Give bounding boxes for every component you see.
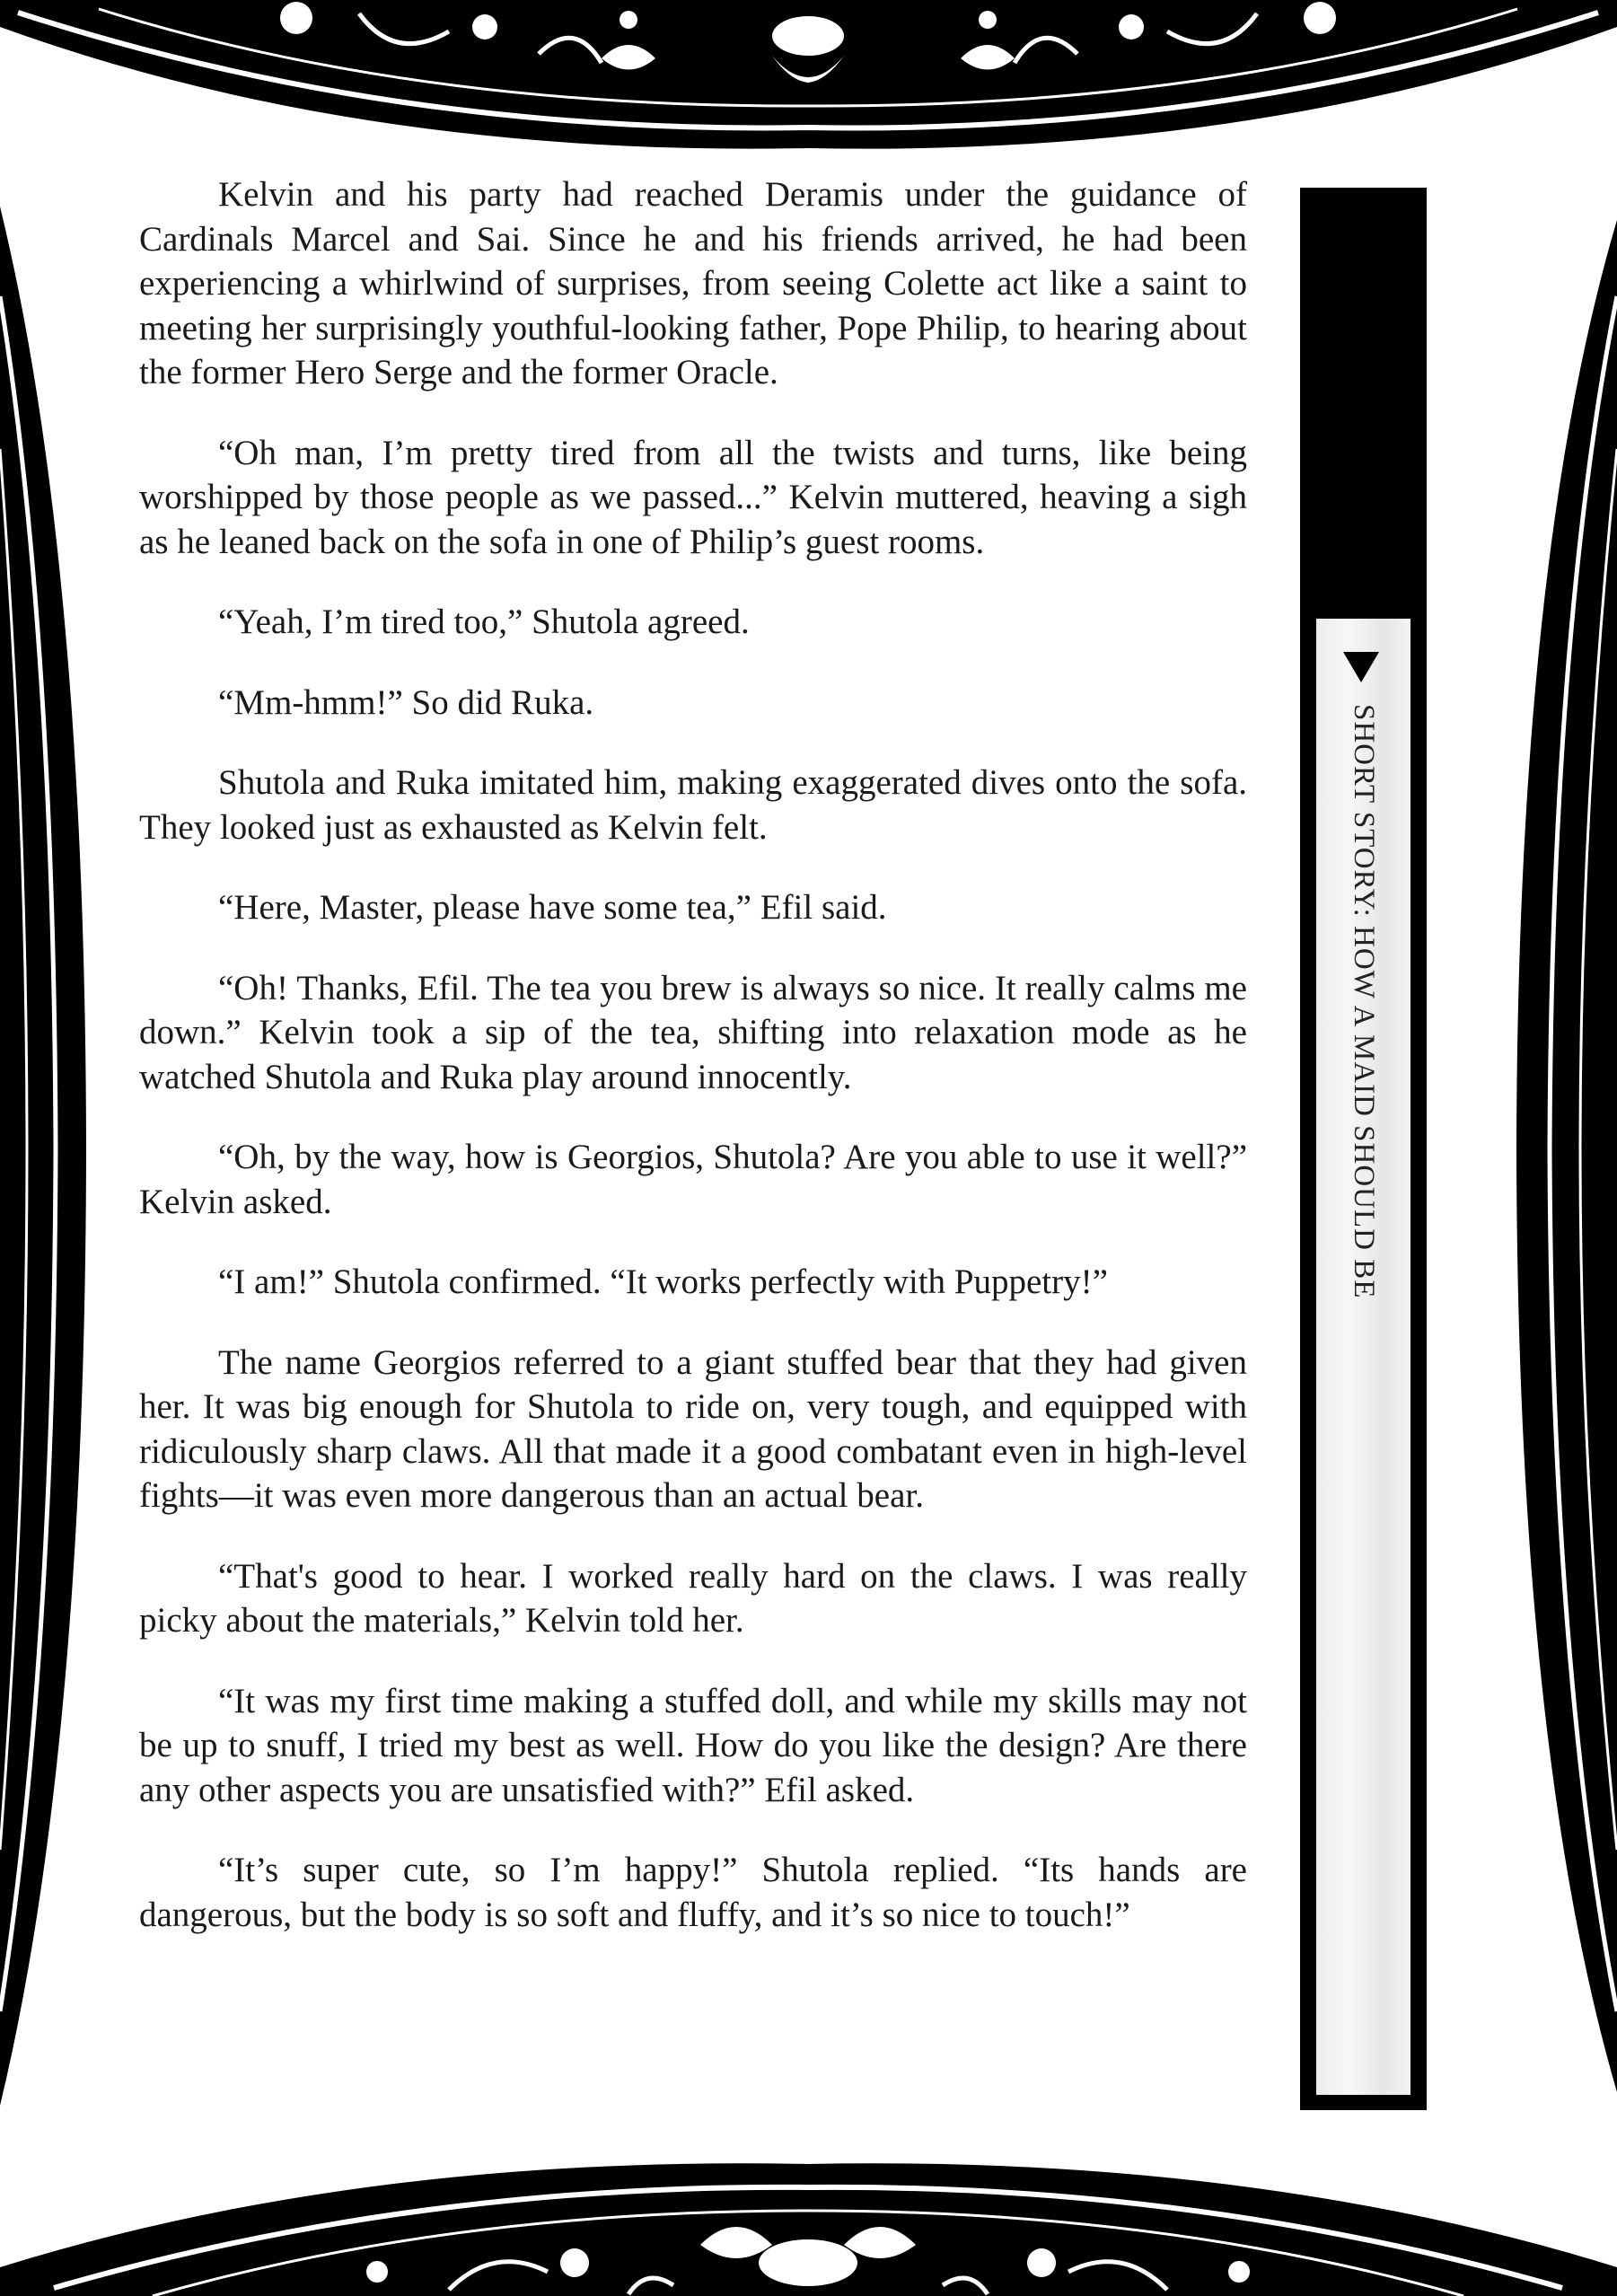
paragraph: “Yeah, I’m tired too,” Shutola agreed. [218, 603, 750, 641]
title-scroll [1316, 619, 1410, 2095]
chapter-sidebar [1300, 188, 1427, 2110]
paragraph: “I am!” Shutola confirmed. “It works perfectly with Puppetry!” [218, 1262, 1108, 1301]
ornament-top [0, 0, 1617, 149]
paragraph: “Mm-hmm!” So did Ruka. [218, 682, 594, 722]
paragraph: The name Georgios referred to a giant stuffed bear that they had given her. It was big enough for Shutola to ride on, very tough, and equipped with ridiculously sharp claws. All that made it a good combatant even in high-level fights—it was even more dangerous than an actual bear. [139, 1342, 1247, 1515]
side-ornament-left [0, 207, 86, 2106]
paragraph: “It was my first time making a stuffed doll, and while my skills may not be up to snuff, I tried my best as well. How do you like the design? Are there any other aspects you are unsatisfied with?” Efil asked. [139, 1681, 1247, 1809]
paragraph: “It’s super cute, so I’m happy!” Shutola replied. “Its hands are dangerous, but the body is so soft and fluffy, and it’s so nice to touch!” [139, 1851, 1247, 1934]
paragraph: Kelvin and his party had reached Deramis under the guidance of Cardinals Marcel and Sai. Since he and his friends arrived, he had been experiencing a whirlwind of surprises, from seeing Colette act like a saint to meeting her surprisingly youthful-looking father, Pope Philip, to hearing about the former Hero Serge and the former Oracle. [139, 175, 1247, 391]
side-ornament-right [1516, 220, 1617, 2092]
paragraph: Shutola and Ruka imitated him, making exaggerated dives onto the sofa. They looked just as exhausted as Kelvin felt. [139, 763, 1247, 847]
paragraph: “Oh man, I’m pretty tired from all the twists and turns, like being worshipped by those people as we passed...” Kelvin muttered, heaving a sigh as he leaned back on the sofa in one of Philip’s guest rooms. [139, 433, 1247, 561]
story-text [139, 172, 1247, 1973]
triangle-down-icon [1343, 652, 1379, 682]
paragraph: “That's good to hear. I worked really hard on the claws. I was really picky about the materials,” Kelvin told her. [139, 1556, 1247, 1640]
paragraph: “Oh, by the way, how is Georgios, Shutola? Are you able to use it well?” Kelvin asked. [139, 1138, 1247, 1221]
chapter-title: SHORT STORY: HOW A MAID SHOULD BE [1348, 704, 1380, 1299]
ornament-bottom [0, 2163, 1617, 2296]
paragraph: “Oh! Thanks, Efil. The tea you brew is always so nice. It really calms me down.” Kelvin took a sip of the tea, shifting into relaxation mode as he watched Shutola and Ruka play around innocently. [139, 968, 1247, 1096]
paragraph: “Here, Master, please have some tea,” Efil said. [218, 888, 887, 927]
